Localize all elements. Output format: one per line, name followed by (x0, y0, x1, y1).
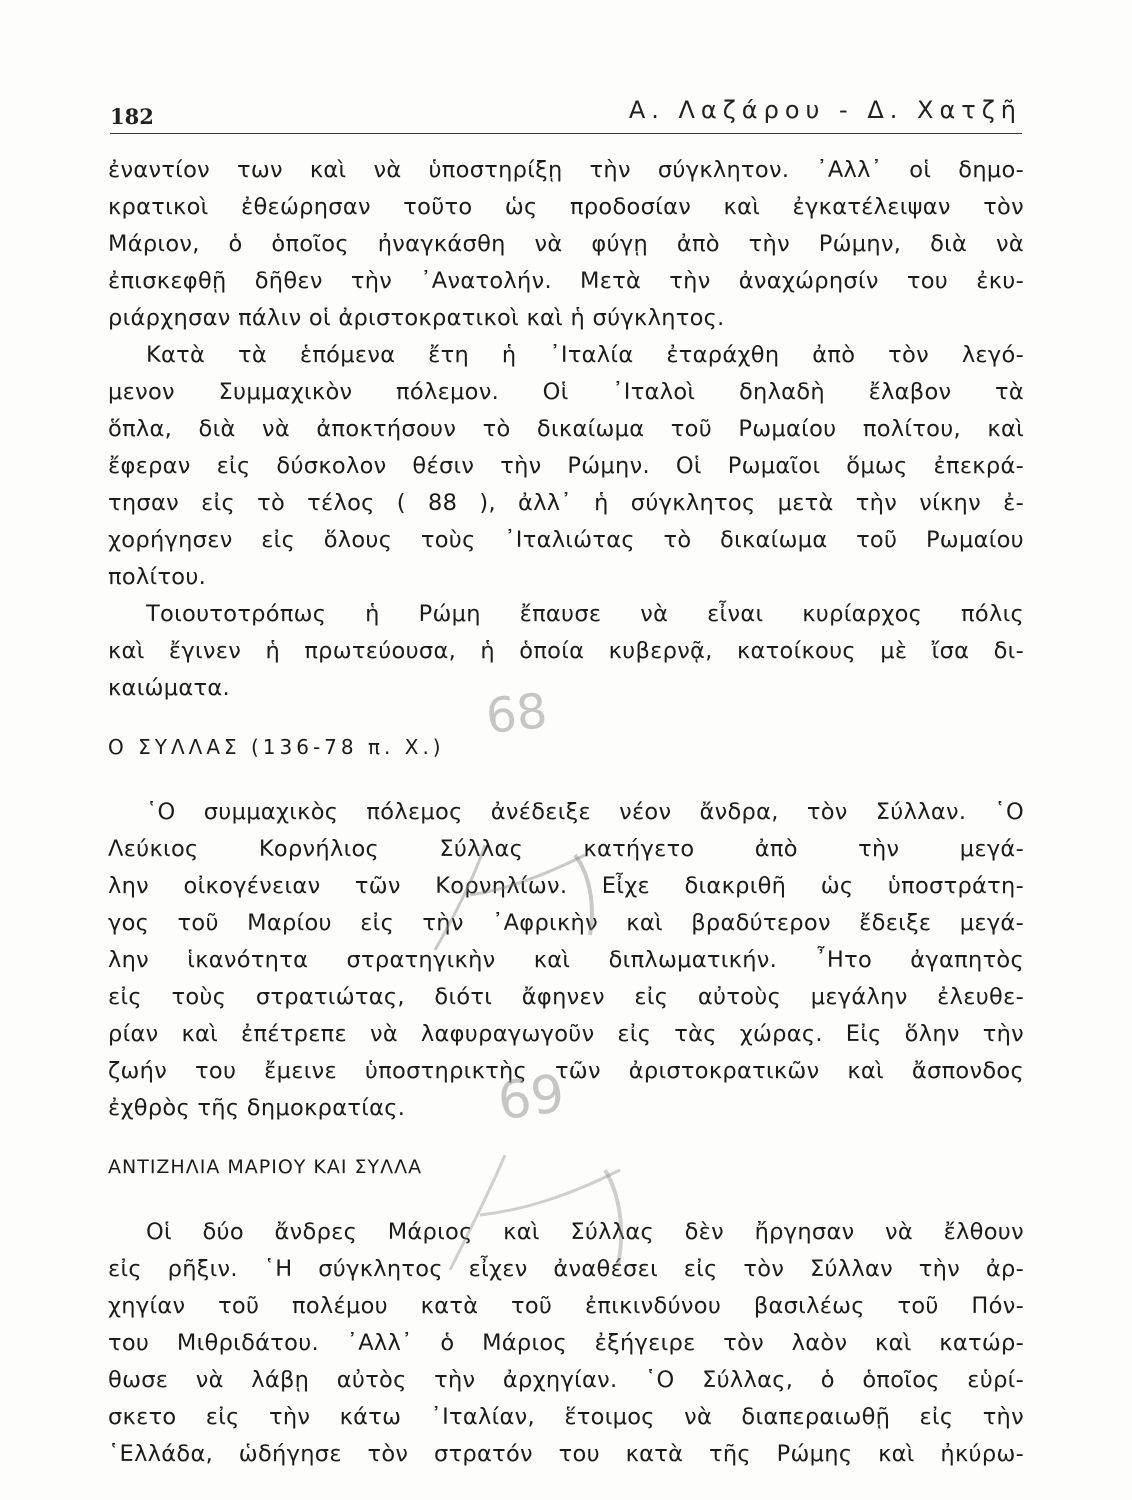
handwritten-number-68: 68 (483, 682, 550, 746)
text-line: λην οἰκογένειαν τῶν Κορνηλίων. Εἶχε διακριθῆ ὡς ὑποστράτη- (108, 873, 1024, 899)
header-rule (110, 133, 1022, 134)
text-line: χορήγησεν εἰς ὅλους τοὺς ᾿Ιταλιώτας τὸ δικαίωμα τοῦ Ρωμαίου (108, 527, 1024, 553)
paragraph-3 (108, 596, 1024, 707)
text-line: ῾Ο συμμαχικὸς πόλεμος ἀνέδειξε νέον ἄνδρα, τὸν Σύλλαν. ῾Ο (146, 799, 1024, 825)
page-header (110, 96, 1022, 136)
text-line: θωσε νὰ λάβῃ αὐτὸς τὴν ἀρχηγίαν. ῾Ο Σύλλας, ὁ ὁποῖος εὑρί- (108, 1367, 1024, 1393)
text-line: ἐχθρὸς τῆς δημοκρατίας. (108, 1095, 406, 1121)
text-line: ρίαν καὶ ἐπέτρεπε νὰ λαφυραγωγοῦν εἰς τὰς χώρας. Εἰς ὅλην τὴν (108, 1021, 1024, 1047)
text-line: κρατικοὶ ἐθεώρησαν τοῦτο ὡς προδοσίαν καὶ ἐγκατέλειψαν τὸν (108, 194, 1024, 220)
section-heading-rivalry: ΑΝΤΙΖΗΛΙΑ ΜΑΡΙΟΥ ΚΑΙ ΣΥΛΛΑ (108, 1156, 423, 1178)
text-line: ἐπισκεφθῇ δῆθεν τὴν ᾿Ανατολήν. Μετὰ τὴν ἀναχώρησίν του ἐκυ- (108, 268, 1024, 294)
text-line: μενον Συμμαχικὸν πόλεμον. Οἱ ᾿Ιταλοὶ δηλαδὴ ἔλαβον τὰ (108, 379, 1024, 405)
text-line: λην ἱκανότητα στρατηγικὴν καὶ διπλωματικήν. ῏Ητο ἀγαπητὸς (108, 947, 1024, 973)
paragraph-1 (108, 152, 1024, 337)
text-line: ῾Ελλάδα, ὡδήγησε τὸν στρατόν του κατὰ τῆς Ρώμης καὶ ἠκύρω- (108, 1441, 1024, 1467)
section-1-paragraph (108, 794, 1024, 1127)
running-head: Α. Λαζάρου - Δ. Χατζῆ (628, 96, 1022, 124)
text-line: γος τοῦ Μαρίου εἰς τὴν ᾿Αφρικὴν καὶ βραδύτερον ἔδειξε μεγά- (108, 910, 1024, 936)
text-line: ριάρχησαν πάλιν οἱ ἀριστοκρατικοὶ καὶ ἡ σύγκλητος. (108, 305, 725, 331)
text-line: πολίτου. (108, 564, 207, 590)
text-line: ὅπλα, διὰ νὰ ἀποκτήσουν τὸ δικαίωμα τοῦ Ρωμαίου πολίτου, καὶ (108, 416, 1024, 442)
text-line: καὶ ἔγινεν ἡ πρωτεύουσα, ἡ ὁποία κυβερνᾷ, κατοίκους μὲ ἴσα δι- (108, 638, 1024, 664)
text-line: Μάριον, ὁ ὁποῖος ἠναγκάσθη νὰ φύγῃ ἀπὸ τὴν Ρώμην, διὰ νὰ (108, 231, 1024, 257)
page-number: 182 (110, 104, 154, 129)
text-line: ζωήν του ἔμεινε ὑποστηρικτὴς τῶν ἀριστοκρατικῶν καὶ ἄσπονδος (108, 1058, 1024, 1084)
text-line: Τοιουτοτρόπως ἡ Ρώμη ἔπαυσε νὰ εἶναι κυρίαρχος πόλις (146, 601, 1024, 627)
text-line: χηγίαν τοῦ πολέμου κατὰ τοῦ ἐπικινδύνου βασιλέως τοῦ Πόν- (108, 1293, 1024, 1319)
section-heading-sullas: Ο ΣΥΛΛΑΣ (136-78 π. Χ.) (108, 735, 445, 759)
body-text (108, 152, 1024, 1473)
text-line: καιώματα. (108, 675, 230, 701)
text-line: ἐναντίον των καὶ νὰ ὑποστηρίξῃ τὴν σύγκλητον. ᾿Αλλ᾿ οἱ δημο- (108, 157, 1024, 183)
text-line: σκετο εἰς τὴν κάτω ᾿Ιταλίαν, ἕτοιμος νὰ διαπεραιωθῇ εἰς τὴν (108, 1404, 1024, 1430)
handwritten-number-69: 69 (494, 1063, 569, 1133)
text-line: του Μιθριδάτου. ᾿Αλλ᾿ ὁ Μάριος ἐξήγειρε τὸν λαὸν καὶ κατώρ- (108, 1330, 1024, 1356)
text-line: εἰς ρῆξιν. ῾Η σύγκλητος εἶχεν ἀναθέσει εἰς τὸν Σύλλαν τὴν ἀρ- (108, 1256, 1024, 1282)
text-line: εἰς τοὺς στρατιώτας, διότι ἄφηνεν εἰς αὐτοὺς μεγάλην ἐλευθε- (108, 984, 1024, 1010)
text-line: τησαν εἰς τὸ τέλος ( 88 ), ἀλλ᾿ ἡ σύγκλητος μετὰ τὴν νίκην ἐ- (108, 490, 1024, 516)
text-line: Κατὰ τὰ ἑπόμενα ἔτη ἡ ᾿Ιταλία ἐταράχθη ἀπὸ τὸν λεγό- (146, 342, 1024, 368)
text-line: Λεύκιος Κορνήλιος Σύλλας κατήγετο ἀπὸ τὴν μεγά- (108, 836, 1024, 862)
paragraph-2 (108, 337, 1024, 596)
text-line: Οἱ δύο ἄνδρες Μάριος καὶ Σύλλας δὲν ἤργησαν νὰ ἔλθουν (146, 1219, 1024, 1245)
section-2-paragraph (108, 1214, 1024, 1473)
text-line: ἔφεραν εἰς δύσκολον θέσιν τὴν Ρώμην. Οἱ Ρωμαῖοι ὅμως ἐπεκρά- (108, 453, 1024, 479)
